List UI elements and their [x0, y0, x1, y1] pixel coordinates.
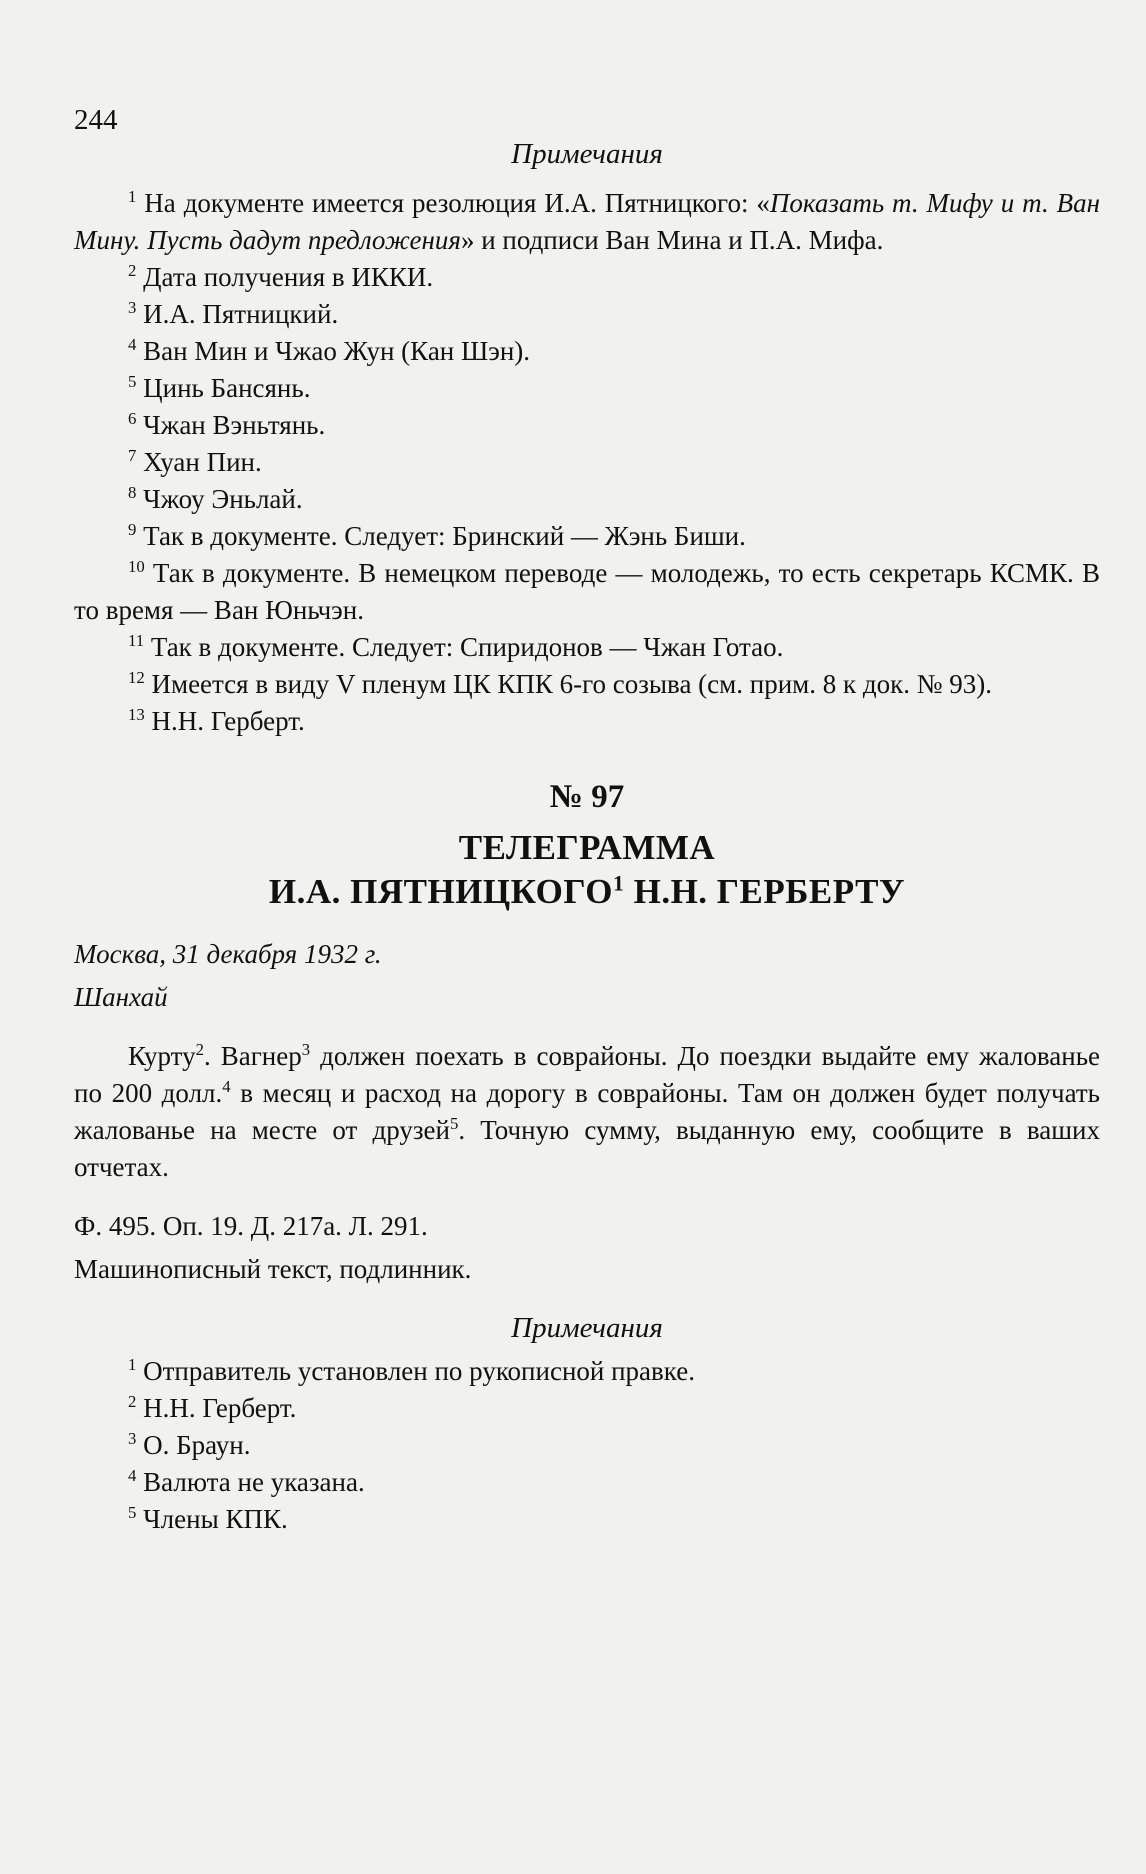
footnote-marker: 4	[222, 1077, 231, 1096]
resolution-quote: Показать т. Мифу и т. Ван Мину. Пусть дадут предложения	[74, 188, 1100, 255]
page-content	[74, 96, 1100, 1538]
note-text: Н.Н. Герберт.	[143, 1393, 297, 1423]
note-marker: 1	[128, 1355, 137, 1374]
note-2	[74, 259, 1100, 296]
footnote-marker: 5	[449, 1114, 459, 1133]
note-marker: 2	[128, 1392, 137, 1411]
note-9	[74, 518, 1100, 555]
place-date: Москва, 31 декабря 1932 г.	[74, 939, 382, 969]
note-7	[74, 444, 1100, 481]
note-marker: 6	[128, 409, 137, 428]
note-marker: 8	[128, 483, 137, 502]
note-marker: 11	[128, 631, 145, 650]
document-title-line2	[74, 870, 1100, 914]
note-marker: 5	[128, 372, 137, 391]
note-text: Отправитель установлен по рукописной правке.	[143, 1356, 695, 1386]
note-text: Валюта не указана.	[143, 1467, 365, 1497]
source-type: Машинописный текст, подлинник.	[74, 1254, 472, 1284]
recipient-place: Шанхай	[74, 982, 168, 1012]
note-10	[74, 555, 1100, 629]
note-text: Члены КПК.	[143, 1504, 288, 1534]
note-5	[74, 370, 1100, 407]
note-text: Н.Н. Герберт.	[151, 706, 305, 736]
note-marker: 2	[128, 261, 137, 280]
note-marker: 9	[128, 520, 137, 539]
note-text: Так в документе. В немецком переводе — молодежь, то есть секретарь КСМК. В то время — Ван Юньчэн.	[74, 558, 1100, 625]
note2-1	[74, 1353, 1100, 1390]
document-title-line1: ТЕЛЕГРАММА	[458, 828, 716, 867]
title-recipient: Н.Н. ГЕРБЕРТУ	[624, 872, 906, 911]
notes-heading: Примечания	[511, 138, 663, 170]
note-marker: 3	[128, 1429, 137, 1448]
body-text: Курту	[128, 1041, 196, 1071]
note-text: » и подписи Ван Мина и П.А. Мифа.	[460, 225, 884, 255]
note-text: Дата получения в ИККИ.	[143, 262, 434, 292]
note-marker: 7	[128, 446, 137, 465]
page-number: 244	[74, 104, 118, 136]
note-text: И.А. Пятницкий.	[143, 299, 339, 329]
note-marker: 4	[128, 335, 137, 354]
note-marker: 1	[128, 187, 137, 206]
note-text: Чжоу Эньлай.	[143, 484, 303, 514]
note-11	[74, 629, 1100, 666]
footnote-marker: 1	[613, 871, 625, 896]
note-1	[74, 185, 1100, 259]
body-text: . Точную сумму, выданную ему, сообщите в ваших отчетах.	[74, 1115, 1100, 1182]
note-8	[74, 481, 1100, 518]
note2-5	[74, 1501, 1100, 1538]
footnote-marker: 2	[195, 1040, 204, 1059]
note-text: Ван Мин и Чжао Жун (Кан Шэн).	[143, 336, 531, 366]
note-text: Чжан Вэньтянь.	[143, 410, 326, 440]
note2-4	[74, 1464, 1100, 1501]
note-text: Хуан Пин.	[143, 447, 262, 477]
body-text: должен поехать в соврайоны. До поездки выдайте ему жалованье по 200 долл.	[74, 1041, 1101, 1108]
footnote-marker: 3	[301, 1040, 311, 1059]
note-marker: 4	[128, 1466, 137, 1485]
title-sender: И.А. ПЯТНИЦКОГО	[268, 872, 613, 911]
note-marker: 12	[128, 668, 145, 687]
note-3	[74, 296, 1100, 333]
note2-3	[74, 1427, 1100, 1464]
note2-2	[74, 1390, 1100, 1427]
note-text: Так в документе. Следует: Спиридонов — Чжан Готао.	[150, 632, 784, 662]
body-text: в месяц и расход на дорогу в соврайоны. Там он должен будет получать жалованье на месте от друзей	[74, 1078, 1100, 1145]
document-number: № 97	[549, 779, 625, 815]
note-text: О. Браун.	[143, 1430, 251, 1460]
note-6	[74, 407, 1100, 444]
archive-source: Ф. 495. Оп. 19. Д. 217а. Л. 291.	[74, 1211, 428, 1241]
note-4	[74, 333, 1100, 370]
notes-heading-2: Примечания	[511, 1312, 663, 1344]
note-text: На документе имеется резолюция И.А. Пятницкого: «	[144, 188, 770, 218]
note-text: Так в документе. Следует: Бринский — Жэнь Биши.	[143, 521, 746, 551]
note-marker: 5	[128, 1503, 137, 1522]
note-marker: 10	[128, 557, 145, 576]
telegram-body	[74, 1038, 1100, 1186]
note-marker: 3	[128, 298, 137, 317]
note-13	[74, 703, 1100, 740]
note-marker: 13	[128, 705, 145, 724]
body-text: . Вагнер	[203, 1041, 302, 1071]
note-text: Имеется в виду V пленум ЦК КПК 6-го созыва (см. прим. 8 к док. № 93).	[151, 669, 992, 699]
note-text: Цинь Бансянь.	[143, 373, 311, 403]
note-12	[74, 666, 1100, 703]
